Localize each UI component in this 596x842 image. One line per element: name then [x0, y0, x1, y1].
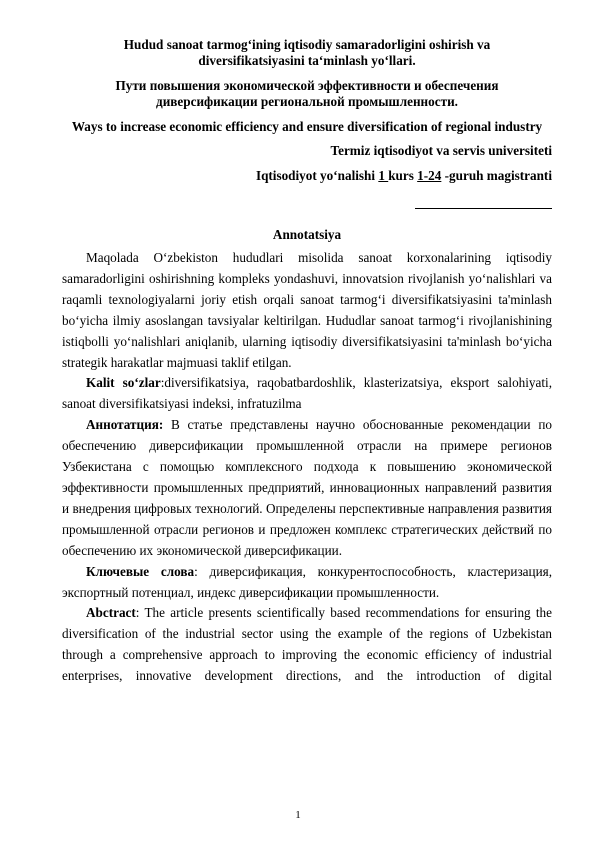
keywords-uzbek-text: :diversifikatsiya, raqobatbardoshlik, klasterizatsiya, eksport salohiyati, sanoat diversifikatsiyasi indeksi, infratuzilma — [62, 375, 552, 412]
title-russian: Пути повышения экономической эффективности и обеспечения диверсификации региональной промышленности. — [115, 78, 499, 109]
keywords-uzbek-label: Kalit soʻzlar — [86, 375, 161, 391]
abstract-english-label: Abctract — [86, 605, 136, 621]
affiliation-university: Termiz iqtisodiyot va servis universiteti — [330, 143, 552, 158]
document-page — [62, 0, 552, 687]
title-uzbek: Hudud sanoat tarmogʻining iqtisodiy samaradorligini oshirish va diversifikatsiyasini taʻminlash yoʻllari. — [123, 37, 491, 68]
annotation-russian-label: Аннотатция: — [86, 417, 164, 433]
group-number: 1-24 — [417, 168, 442, 183]
group-suffix: -guruh magistranti — [441, 168, 552, 183]
annotation-heading: Annotatsiya — [272, 227, 342, 242]
annotation-uzbek: Maqolada Oʻzbekiston hududlari misolida sanoat korxonalarining iqtisodiy samaradorligini oshirishning kompleks yondashuvi, innovatsion rivojlanish yoʻnalishlari va raqamli texnologiyalarni joriy etish orqali sanoat tarmogʻi diversifikatsiyasini ta'minlash boʻyicha ilmiy asoslangan tavsiyalar keltirilgan. Hududlar sanoat tarmogʻi rivojlanishining istiqbolli yoʻnalishlari aniqlanib, ularning iqtisodiy diversifikatsiyasini ta'minlash boʻyicha strategik harakatlar majmuasi taklif etilgan. — [62, 250, 552, 370]
title-english: Ways to increase economic efficiency and ensure diversification of regional industry — [71, 119, 543, 134]
abstract-english — [62, 603, 552, 687]
course-number: 1 — [378, 168, 389, 183]
abstract-english-text: : The article presents scientifically based recommendations for ensuring the diversification of the industrial sector using the example of the regions of Uzbekistan through a comprehensive approach to improving the economic efficiency of industrial enterprises, innovative development directions, and the introduction of digital — [62, 605, 552, 684]
keywords-russian — [62, 562, 552, 604]
keywords-uzbek — [62, 373, 552, 415]
keywords-russian-label: Ключевые слова — [86, 563, 195, 579]
page-number: 1 — [295, 809, 301, 821]
annotation-russian-text: В статье представлены научно обоснованные рекомендации по обеспечению диверсификации промышленной отрасли на примере регионов Узбекистана с помощью комплексного подхода к повышению экономической эффективности промышленных предприятий, инновационных направлений развития и внедрения цифровых технологий. Определены перспективные направления развития промышленной отрасли регионов и предложен комплекс стратегических действий по обеспечению их экономической диверсификации. — [62, 417, 552, 558]
keywords-russian-text: : диверсификация, конкурентоспособность, кластеризация, экспортный потенциал, индекс диверсификации промышленности. — [62, 563, 552, 600]
dept-prefix: Iqtisodiyot yoʻnalishi — [255, 168, 379, 183]
course-word: kurs — [388, 168, 418, 183]
author-signature-line — [415, 208, 552, 209]
affiliation-department — [62, 168, 552, 184]
annotation-russian — [62, 415, 552, 561]
